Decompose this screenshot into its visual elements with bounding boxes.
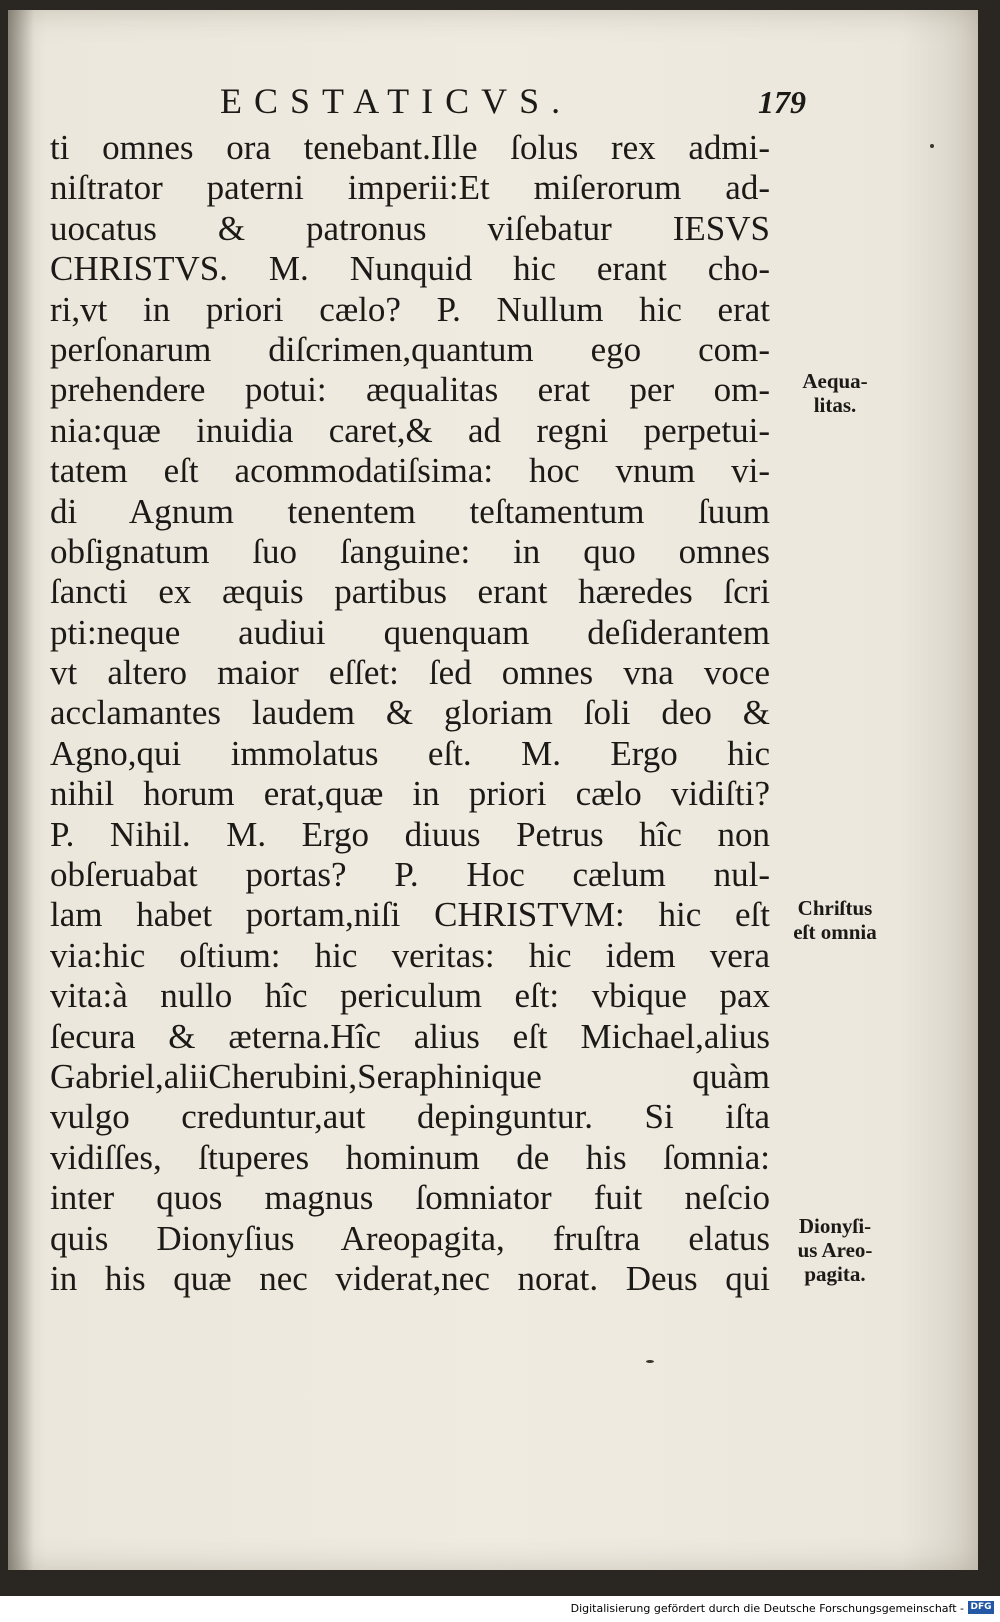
- marginal-note-line: Chriſtus: [797, 896, 873, 920]
- marginal-note-line: Dionyſi-: [798, 1214, 872, 1238]
- text-line: vita:à nullo hîc periculum eſt: vbique pax: [50, 976, 770, 1016]
- gutter-shadow: [8, 10, 34, 1570]
- text-line: ſecura & æterna.Hîc alius eſt Michael,alius: [50, 1016, 770, 1056]
- text-line: nia:quæ inuidia caret,& ad regni perpetui-: [50, 410, 770, 450]
- text-line: prehendere potui: æqualitas erat per om-: [50, 370, 770, 410]
- body-text: [50, 128, 770, 1299]
- text-line: via:hic oſtium: hic veritas: hic idem vera: [50, 935, 770, 975]
- page-number: 179: [758, 84, 806, 120]
- text-line: niſtrator paterni imperii:Et miſerorum ad-: [50, 168, 770, 208]
- text-line: inter quos magnus ſomniator fuit neſcio: [50, 1178, 770, 1218]
- text-line: in his quæ nec viderat,nec norat. Deus qui: [50, 1258, 770, 1298]
- text-line: Gabriel,aliiCherubini,Seraphinique quàm: [50, 1056, 770, 1096]
- running-title: ECSTATICVS.: [220, 81, 573, 121]
- marginal-note-christus: [770, 896, 900, 944]
- text-line: pti:neque audiui quenquam deſiderantem: [50, 612, 770, 652]
- marginal-note-aequalitas: [770, 369, 900, 417]
- text-line: CHRISTVS. M. Nunquid hic erant cho-: [50, 249, 770, 289]
- running-head: [0, 80, 1000, 120]
- text-line: vt altero maior eſſet: ſed omnes vna voce: [50, 653, 770, 693]
- ink-speck: [930, 144, 934, 148]
- marginal-note-line: Aequa-: [802, 369, 868, 393]
- dfg-logo: DFG: [968, 1601, 994, 1614]
- text-line: obſignatum ſuo ſanguine: in quo omnes: [50, 531, 770, 571]
- marginal-note-line: eſt omnia: [793, 920, 877, 944]
- text-line: lam habet portam,niſi CHRISTVM: hic eſt: [50, 895, 770, 935]
- footer-credit: Digitalisierung gefördert durch die Deutsche Forschungsgemeinschaft -: [570, 1602, 964, 1615]
- digitization-footer: [0, 1596, 1000, 1622]
- text-line: di Agnum tenentem teſtamentum ſuum: [50, 491, 770, 531]
- marginal-note-line: litas.: [813, 393, 857, 417]
- marginal-note-dionysius: [770, 1214, 900, 1286]
- text-line: perſonarum diſcrimen,quantum ego com-: [50, 329, 770, 369]
- text-line: ti omnes ora tenebant.Ille ſolus rex admi-: [50, 128, 770, 167]
- text-line: vidiſſes, ſtuperes hominum de his ſomnia:: [50, 1137, 770, 1177]
- text-line: P. Nihil. M. Ergo diuus Petrus hîc non: [50, 814, 770, 854]
- ink-speck: [646, 1360, 654, 1363]
- text-line: vulgo creduntur,aut depinguntur. Si iſta: [50, 1097, 770, 1137]
- text-line: ſancti ex æquis partibus erant hæredes ſcri: [50, 572, 770, 612]
- text-line: ri,vt in priori cælo? P. Nullum hic erat: [50, 289, 770, 329]
- text-line: uocatus & patronus viſebatur IESVS: [50, 208, 770, 248]
- text-line: acclamantes laudem & gloriam ſoli deo &: [50, 693, 770, 733]
- text-line: obſeruabat portas? P. Hoc cælum nul-: [50, 855, 770, 895]
- marginal-note-line: pagita.: [804, 1262, 866, 1286]
- text-line: quis Dionyſius Areopagita, fruſtra elatus: [50, 1218, 770, 1258]
- marginal-note-line: us Areo-: [797, 1238, 873, 1262]
- text-line: Agno,qui immolatus eſt. M. Ergo hic: [50, 733, 770, 773]
- text-line: nihil horum erat,quæ in priori cælo vidiſti?: [50, 774, 770, 814]
- text-line: tatem eſt acommodatiſsima: hoc vnum vi-: [50, 451, 770, 491]
